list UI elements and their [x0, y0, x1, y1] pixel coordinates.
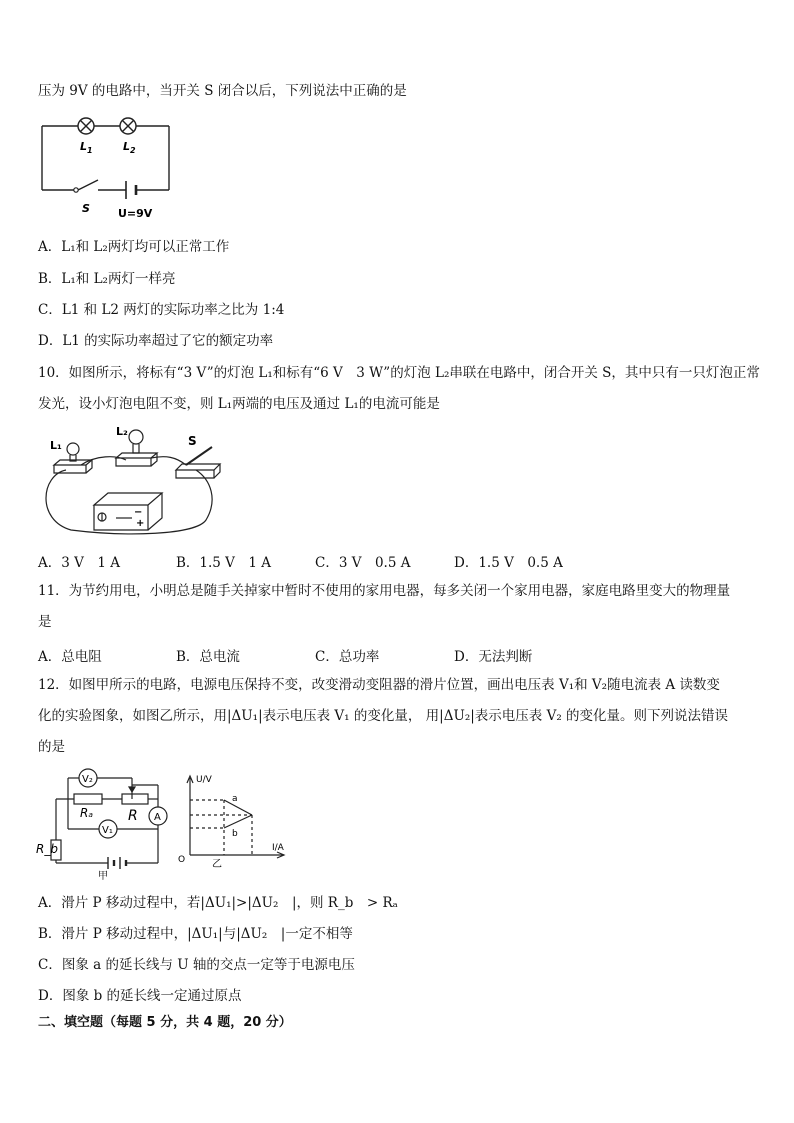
- q12-stem-line2: 化的实验图象，如图乙所示，用|ΔU₁|表示电压表 V₁ 的变化量， 用|ΔU₂|表示电压表 V₂ 的变化量。则下列说法错误: [38, 708, 729, 724]
- q12-origin-label: O: [178, 855, 186, 865]
- q12-circuit-figure: [36, 765, 181, 884]
- q12-option-c: C．图象 a 的延长线与 U 轴的交点一定等于电源电压: [38, 957, 355, 973]
- q12-ra-label: Rₐ: [80, 806, 94, 820]
- q12-curve-b-label: b: [232, 829, 238, 839]
- q10-circuit-figure: [36, 425, 236, 544]
- q10-option-c: C．3 V 0.5 A: [315, 555, 411, 571]
- q9-stem: 压为 9V 的电路中，当开关 S 闭合以后，下列说法中正确的是: [38, 83, 407, 99]
- q12-stem-line3: 的是: [38, 739, 65, 755]
- q11-stem-line1: 11．为节约用电，小明总是随手关掉家中暂时不使用的家用电器，每多关闭一个家用电器，家庭电路里变大的物理量: [38, 583, 731, 599]
- q9-option-a: A．L₁和 L₂两灯均可以正常工作: [38, 239, 230, 255]
- q9-switch-label: S: [82, 202, 90, 215]
- q11-option-b: B．总电流: [176, 649, 240, 665]
- q10-stem-line1: 10．如图所示，将标有“3 V”的灯泡 L₁和标有“6 V 3 W”的灯泡 L₂串联在电路中，闭合开关 S，其中只有一只灯泡正常: [38, 365, 760, 381]
- q11-option-d: D．无法判断: [454, 649, 533, 665]
- q12-curve-a-label: a: [232, 794, 238, 804]
- q11-stem-line2: 是: [38, 614, 52, 630]
- q12-option-a: A．滑片 P 移动过程中，若|ΔU₁|>|ΔU₂ |，则 R_b > Rₐ: [38, 895, 398, 911]
- q10-options: [38, 551, 563, 571]
- q12-graph-figure: [176, 770, 296, 874]
- q9-circuit-figure: [36, 110, 186, 229]
- q10-l1-label: L₁: [50, 439, 62, 452]
- q12-rb-label: R_b: [36, 842, 58, 856]
- q10-option-d: D．1.5 V 0.5 A: [454, 555, 563, 571]
- q9-option-d: D．L1 的实际功率超过了它的额定功率: [38, 333, 274, 349]
- q12-yaxis-label: U/V: [196, 775, 212, 785]
- q12-v1-label: V₁: [102, 825, 113, 836]
- q10-plus-label: +: [136, 518, 145, 529]
- q12-ammeter-label: A: [154, 812, 161, 823]
- section-2-heading: 二、填空题（每题 5 分，共 4 题，20 分）: [38, 1015, 292, 1030]
- q11-option-c: C．总功率: [315, 649, 380, 665]
- q10-l2-label: L₂: [116, 425, 128, 438]
- q12-r-label: R: [128, 808, 138, 824]
- q10-option-b: B．1.5 V 1 A: [176, 555, 272, 571]
- q12-yi-label: 乙: [212, 859, 222, 870]
- q12-stem-line1: 12．如图甲所示的电路，电源电压保持不变，改变滑动变阻器的滑片位置，画出电压表 V₁和 V₂随电流表 A 读数变: [38, 677, 720, 693]
- q9-voltage-label: U=9V: [118, 207, 153, 220]
- q9-l1-label: $L_1$: [80, 140, 93, 155]
- q9-option-c: C．L1 和 L2 两灯的实际功率之比为 1:4: [38, 302, 285, 318]
- q11-options: [38, 645, 532, 665]
- q12-jia-label: 甲: [98, 871, 108, 880]
- q12-xaxis-label: I/A: [272, 843, 284, 853]
- q12-option-b: B．滑片 P 移动过程中，|ΔU₁|与|ΔU₂ |一定不相等: [38, 926, 353, 942]
- q10-option-a: A．3 V 1 A: [38, 555, 121, 571]
- q12-v2-label: V₂: [82, 774, 93, 785]
- q9-option-b: B．L₁和 L₂两灯一样亮: [38, 271, 176, 287]
- q9-l2-label: $L_2$: [123, 140, 136, 155]
- q10-stem-line2: 发光，设小灯泡电阻不变，则 L₁两端的电压及通过 L₁的电流可能是: [38, 396, 440, 412]
- q12-option-d: D．图象 b 的延长线一定通过原点: [38, 988, 242, 1004]
- q10-minus-label: −: [134, 507, 143, 518]
- q10-switch-label: S: [188, 434, 197, 448]
- q11-option-a: A．总电阻: [38, 649, 102, 665]
